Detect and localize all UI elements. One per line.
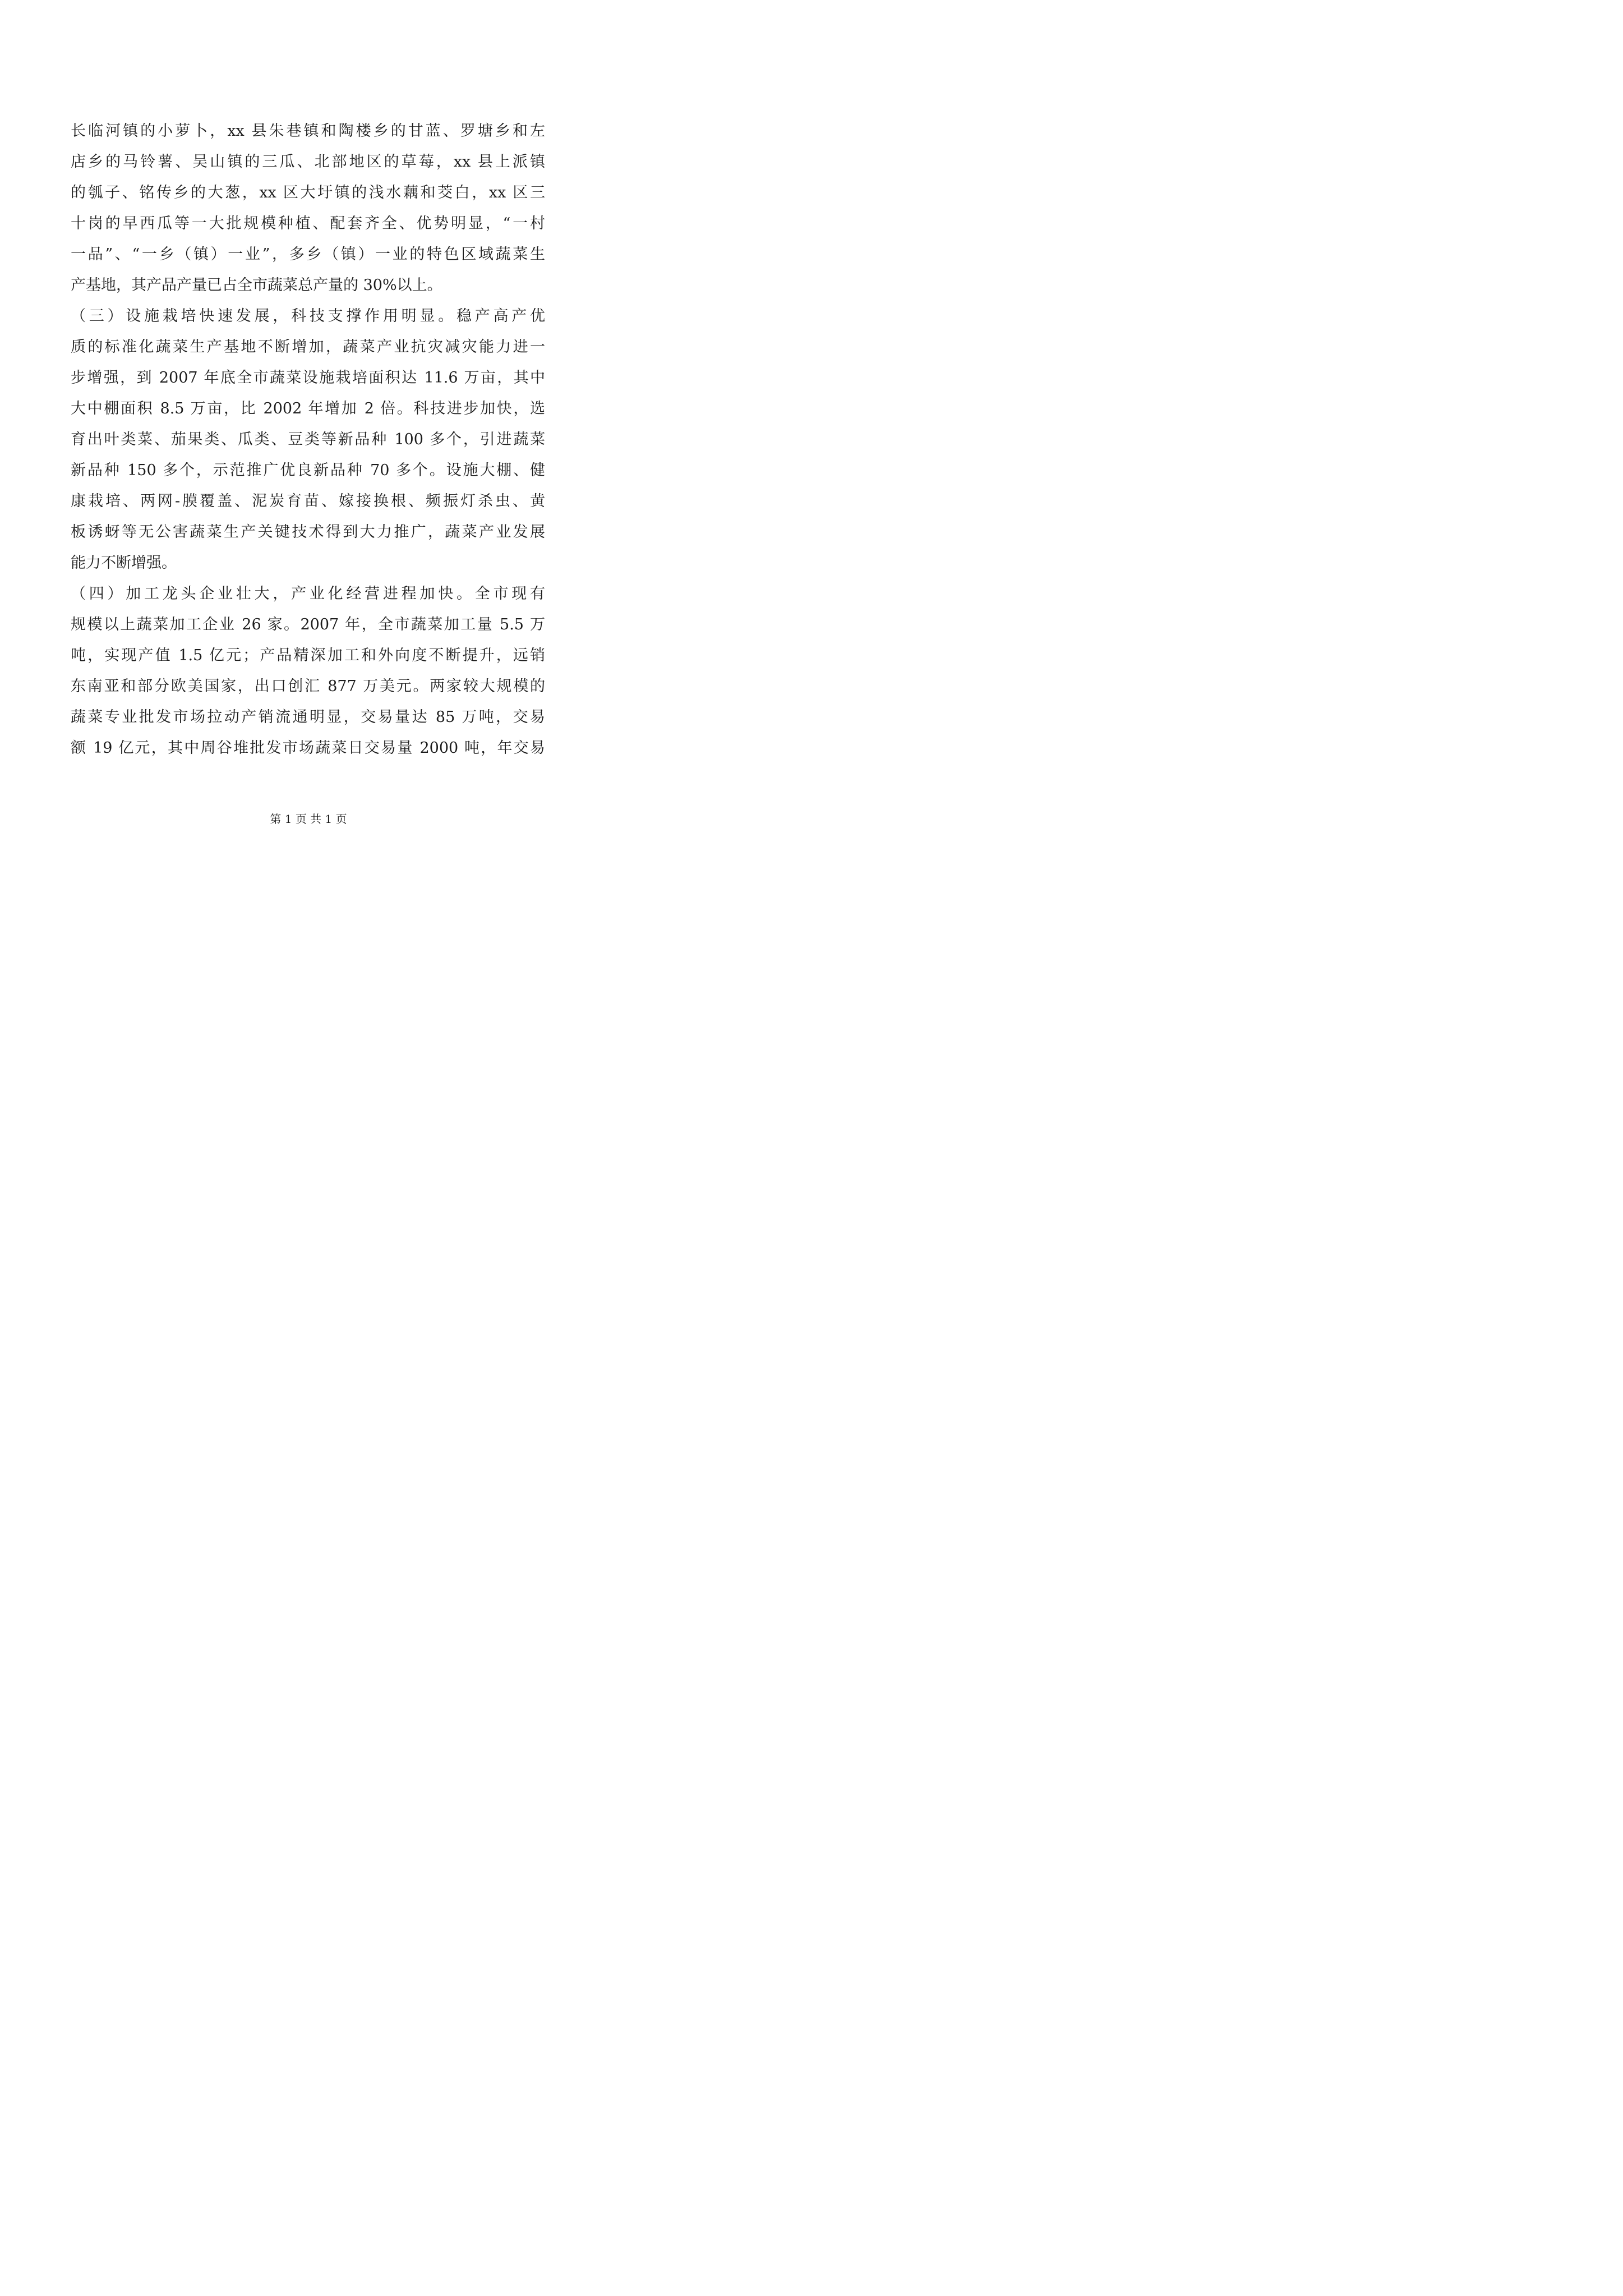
page-footer: 第 1 页 共 1 页	[270, 812, 347, 826]
text-line: 产基地，其产品产量已占全市蔬菜总产量的 30%以上。	[71, 277, 442, 294]
paragraph-start-line: （三）设施栽培快速发展，科技支撑作用明显。稳产高产优	[71, 307, 545, 325]
text-line: 能力不断增强。	[71, 554, 177, 572]
text-line: 大中棚面积 8.5 万亩，比 2002 年增加 2 倍。科技进步加快，选	[71, 400, 545, 417]
text-line: 吨，实现产值 1.5 亿元；产品精深加工和外向度不断提升，远销	[71, 647, 545, 664]
text-line: 十岗的早西瓜等一大批规模种植、配套齐全、优势明显，“一村	[71, 215, 545, 232]
document-body	[71, 116, 545, 763]
text-line: 一品”、“一乡（镇）一业”，多乡（镇）一业的特色区域蔬菜生	[71, 246, 545, 263]
text-line: 规模以上蔬菜加工企业 26 家。2007 年，全市蔬菜加工量 5.5 万	[71, 616, 545, 633]
text-line: 新品种 150 多个，示范推广优良新品种 70 多个。设施大棚、健	[71, 462, 545, 479]
text-line: 蔬菜专业批发市场拉动产销流通明显，交易量达 85 万吨，交易	[71, 708, 545, 726]
text-line: 店乡的马铃薯、吴山镇的三瓜、北部地区的草莓，xx 县上派镇	[71, 153, 545, 171]
text-line: 的瓠子、铭传乡的大葱，xx 区大圩镇的浅水藕和茭白，xx 区三	[71, 184, 545, 201]
text-line: 康栽培、两网-膜覆盖、泥炭育苗、嫁接换根、频振灯杀虫、黄	[71, 493, 545, 510]
text-line: 长临河镇的小萝卜，xx 县朱巷镇和陶楼乡的甘蓝、罗塘乡和左	[71, 122, 545, 140]
text-line: 步增强，到 2007 年底全市蔬菜设施栽培面积达 11.6 万亩，其中	[71, 369, 545, 386]
document-page	[0, 0, 617, 873]
text-line: 质的标准化蔬菜生产基地不断增加，蔬菜产业抗灾减灾能力进一	[71, 338, 545, 356]
text-line: 东南亚和部分欧美国家，出口创汇 877 万美元。两家较大规模的	[71, 678, 545, 695]
text-line: 额 19 亿元，其中周谷堆批发市场蔬菜日交易量 2000 吨，年交易	[71, 739, 545, 757]
text-line: 板诱蚜等无公害蔬菜生产关键技术得到大力推广，蔬菜产业发展	[71, 523, 545, 541]
paragraph-start-line: （四）加工龙头企业壮大，产业化经营进程加快。全市现有	[71, 585, 545, 602]
text-line: 育出叶类菜、茄果类、瓜类、豆类等新品种 100 多个，引进蔬菜	[71, 431, 545, 448]
